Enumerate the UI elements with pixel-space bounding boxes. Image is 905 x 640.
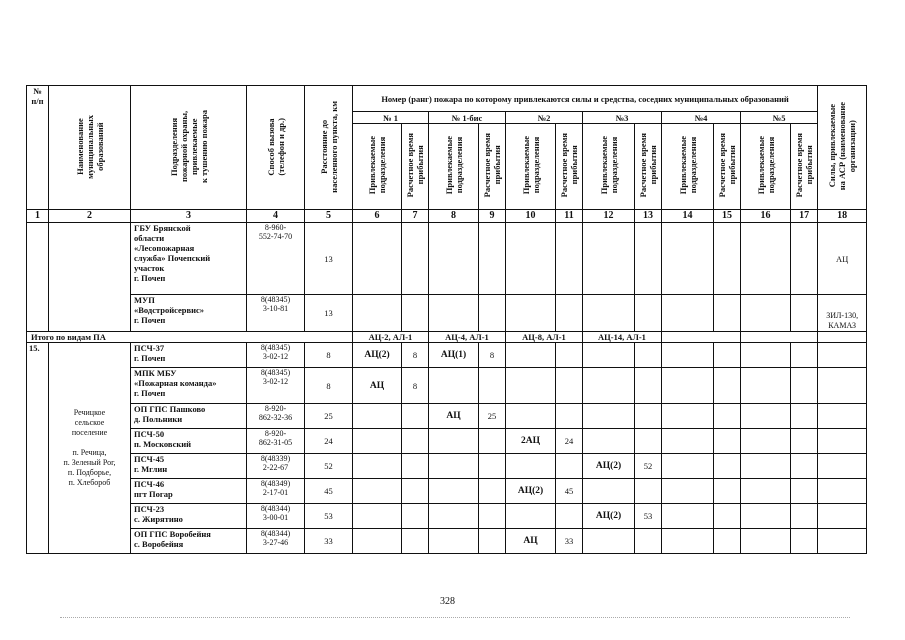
asr-value: АЦ: [818, 223, 867, 295]
header-sub-time: Расчетное время прибытия: [556, 124, 583, 210]
rank-1-time: [402, 529, 429, 554]
rank-3-time: [635, 404, 662, 429]
footer-divider: [60, 617, 850, 618]
rank-3-units: АЦ(2): [583, 504, 635, 529]
unit-name: ПСЧ-23 с. Жирятино: [131, 504, 247, 529]
rank-1-units: [353, 479, 402, 504]
rank-1-time: [402, 504, 429, 529]
distance-value: 53: [305, 504, 353, 529]
header-sub-time: Расчетное время прибытия: [402, 124, 429, 210]
rank-1bis-units: [429, 454, 479, 479]
column-number: 17: [791, 210, 818, 223]
rank-1bis-time: [479, 429, 506, 454]
rank-2-time: [556, 404, 583, 429]
column-number: 15: [714, 210, 741, 223]
section-number: 15.: [27, 343, 49, 554]
distance-value: 45: [305, 479, 353, 504]
rank-1-units: АЦ(2): [353, 343, 402, 368]
rank-2-units: [506, 368, 556, 404]
column-number: 16: [741, 210, 791, 223]
column-number: 13: [635, 210, 662, 223]
column-number: 11: [556, 210, 583, 223]
rank-3-time: [635, 479, 662, 504]
column-number: 7: [402, 210, 429, 223]
call-phone: 8(48344) 3-00-01: [247, 504, 305, 529]
rank-2-units: АЦ: [506, 529, 556, 554]
column-number: 1: [27, 210, 49, 223]
fire-forces-table: [26, 85, 867, 554]
distance-value: 33: [305, 529, 353, 554]
rank-1-time: [402, 454, 429, 479]
unit-name: ПСЧ-46 пгт Погар: [131, 479, 247, 504]
call-phone: 8-920- 862-31-05: [247, 429, 305, 454]
header-units: Подразделения пожарной охраны, привлекаемые к тушению пожара: [131, 86, 247, 210]
rank-3-time: 53: [635, 504, 662, 529]
table-header: [27, 86, 867, 223]
rank-2-time: [556, 368, 583, 404]
header-asr: Силы, привлекаемые на АСР (наименование организации): [818, 86, 867, 210]
rank-2-units: [506, 504, 556, 529]
totals-rank-1bis: АЦ-4, АЛ-1: [429, 332, 506, 343]
totals-rank-1: АЦ-2, АЛ-1: [353, 332, 429, 343]
rank-1-time: 8: [402, 343, 429, 368]
unit-name: МПК МБУ «Пожарная команда» г. Почеп: [131, 368, 247, 404]
rank-2-time: [556, 454, 583, 479]
call-phone: 8(48339) 2-22-67: [247, 454, 305, 479]
rank-3-time: [635, 368, 662, 404]
rank-2-time: 24: [556, 429, 583, 454]
distance-value: 24: [305, 429, 353, 454]
rank-1-units: [353, 529, 402, 554]
rank-3-units: [583, 343, 635, 368]
header-sub-time: Расчетное время прибытия: [479, 124, 506, 210]
rank-1bis-time: [479, 479, 506, 504]
empty-cell: [49, 223, 131, 332]
unit-name: ПСЧ-50 п. Московский: [131, 429, 247, 454]
rank-3-time: [635, 429, 662, 454]
rank-1-time: [402, 429, 429, 454]
column-number: 6: [353, 210, 402, 223]
rank-2-units: [506, 343, 556, 368]
asr-value: ЗИЛ-130, КАМАЗ: [818, 295, 867, 332]
rank-1-units: [353, 454, 402, 479]
header-rank-2: №2: [506, 112, 583, 124]
rank-1bis-units: [429, 479, 479, 504]
header-sub-units: Привлекаемые подразделения: [506, 124, 556, 210]
column-number: 8: [429, 210, 479, 223]
distance-value: 8: [305, 343, 353, 368]
rank-1-units: [353, 504, 402, 529]
header-rank-4: №4: [662, 112, 741, 124]
column-number: 14: [662, 210, 714, 223]
rank-3-units: [583, 479, 635, 504]
rank-1bis-units: [429, 429, 479, 454]
rank-1-time: 8: [402, 368, 429, 404]
unit-name: ПСЧ-45 г. Мглин: [131, 454, 247, 479]
unit-name: ОП ГПС Воробейня с. Воробейня: [131, 529, 247, 554]
call-phone: 8(48345) 3-10-81: [247, 295, 305, 332]
unit-name: ПСЧ-37 г. Почеп: [131, 343, 247, 368]
header-rank-1bis: № 1-бис: [429, 112, 506, 124]
rank-2-time: [556, 343, 583, 368]
table-row: [27, 295, 867, 332]
call-phone: 8(48345) 3-02-12: [247, 368, 305, 404]
table-row: [27, 504, 867, 529]
header-municipality: Наименование муниципальных образований: [49, 86, 131, 210]
totals-label: Итого по видам ПА: [27, 332, 353, 343]
totals-rank-3: АЦ-14, АЛ-1: [583, 332, 662, 343]
header-call-method: Способ вызова (телефон и др.): [247, 86, 305, 210]
call-phone: 8(48344) 3-27-46: [247, 529, 305, 554]
table-row: [27, 343, 867, 368]
rank-1-units: АЦ: [353, 368, 402, 404]
rank-2-time: [556, 504, 583, 529]
rank-2-time: 33: [556, 529, 583, 554]
rank-3-time: [635, 343, 662, 368]
rank-2-units: [506, 404, 556, 429]
rank-1bis-time: [479, 504, 506, 529]
column-number: 12: [583, 210, 635, 223]
rank-3-time: 52: [635, 454, 662, 479]
distance-value: 52: [305, 454, 353, 479]
distance-value: 13: [305, 223, 353, 295]
table-row: [27, 529, 867, 554]
header-num: № п/п: [27, 86, 49, 210]
unit-name: МУП «Водстройсервис» г. Почеп: [131, 295, 247, 332]
rank-1-time: [402, 479, 429, 504]
header-rank-3: №3: [583, 112, 662, 124]
column-numbers-row: [27, 210, 867, 223]
header-sub-units: Привлекаемые подразделения: [429, 124, 479, 210]
call-phone: 8-920- 862-32-36: [247, 404, 305, 429]
distance-value: 25: [305, 404, 353, 429]
table-row: [27, 368, 867, 404]
rank-1bis-units: [429, 504, 479, 529]
table-body: [27, 223, 867, 554]
rank-1bis-units: [429, 529, 479, 554]
rank-1bis-time: 25: [479, 404, 506, 429]
column-number: 2: [49, 210, 131, 223]
rank-3-units: [583, 529, 635, 554]
unit-name: ОП ГПС Пашково д. Польники: [131, 404, 247, 429]
column-number: 4: [247, 210, 305, 223]
totals-rank-2: АЦ-8, АЛ-1: [506, 332, 583, 343]
table-row: [27, 479, 867, 504]
header-sub-units: Привлекаемые подразделения: [583, 124, 635, 210]
call-phone: 8(48345) 3-02-12: [247, 343, 305, 368]
table-row: [27, 223, 867, 295]
rank-2-units: 2АЦ: [506, 429, 556, 454]
column-number: 18: [818, 210, 867, 223]
column-number: 3: [131, 210, 247, 223]
rank-1bis-time: 8: [479, 343, 506, 368]
section-municipality: Речицкое сельское поселение п. Речица, п. Зеленый Рог, п. Подборье, п. Хлебороб: [49, 343, 131, 554]
header-sub-units: Привлекаемые подразделения: [662, 124, 714, 210]
rank-1-time: [402, 404, 429, 429]
header-sub-units: Привлекаемые подразделения: [741, 124, 791, 210]
rank-1bis-units: АЦ(1): [429, 343, 479, 368]
rank-1-units: [353, 429, 402, 454]
header-rank-1: № 1: [353, 112, 429, 124]
table-row: [27, 429, 867, 454]
rank-3-time: [635, 529, 662, 554]
header-sub-time: Расчетное время прибытия: [714, 124, 741, 210]
column-number: 9: [479, 210, 506, 223]
rank-1bis-time: [479, 454, 506, 479]
rank-1-units: [353, 404, 402, 429]
rank-2-time: 45: [556, 479, 583, 504]
header-distance: Расстояние до населенного пункта, км: [305, 86, 353, 210]
rank-1bis-units: [429, 368, 479, 404]
call-phone: 8-960- 552-74-70: [247, 223, 305, 295]
table-row: [27, 454, 867, 479]
rank-3-units: [583, 368, 635, 404]
rank-1bis-time: [479, 529, 506, 554]
rank-2-units: АЦ(2): [506, 479, 556, 504]
rank-1bis-units: АЦ: [429, 404, 479, 429]
rank-3-units: АЦ(2): [583, 454, 635, 479]
rank-3-units: [583, 404, 635, 429]
header-rank-title: Номер (ранг) пожара по которому привлекаются силы и средства, соседних муниципальных образований: [353, 86, 818, 112]
header-sub-time: Расчетное время прибытия: [635, 124, 662, 210]
call-phone: 8(48349) 2-17-01: [247, 479, 305, 504]
header-rank-5: №5: [741, 112, 818, 124]
rank-3-units: [583, 429, 635, 454]
column-number: 10: [506, 210, 556, 223]
distance-value: 13: [305, 295, 353, 332]
rank-2-units: [506, 454, 556, 479]
empty-cell: [27, 223, 49, 332]
page-number: 328: [440, 596, 455, 607]
rank-1bis-time: [479, 368, 506, 404]
column-number: 5: [305, 210, 353, 223]
header-sub-units: Привлекаемые подразделения: [353, 124, 402, 210]
header-sub-time: Расчетное время прибытия: [791, 124, 818, 210]
distance-value: 8: [305, 368, 353, 404]
unit-name: ГБУ Брянской области «Лесопожарная служба» Почепский участок г. Почеп: [131, 223, 247, 295]
totals-row: [27, 332, 867, 343]
table-row: [27, 404, 867, 429]
